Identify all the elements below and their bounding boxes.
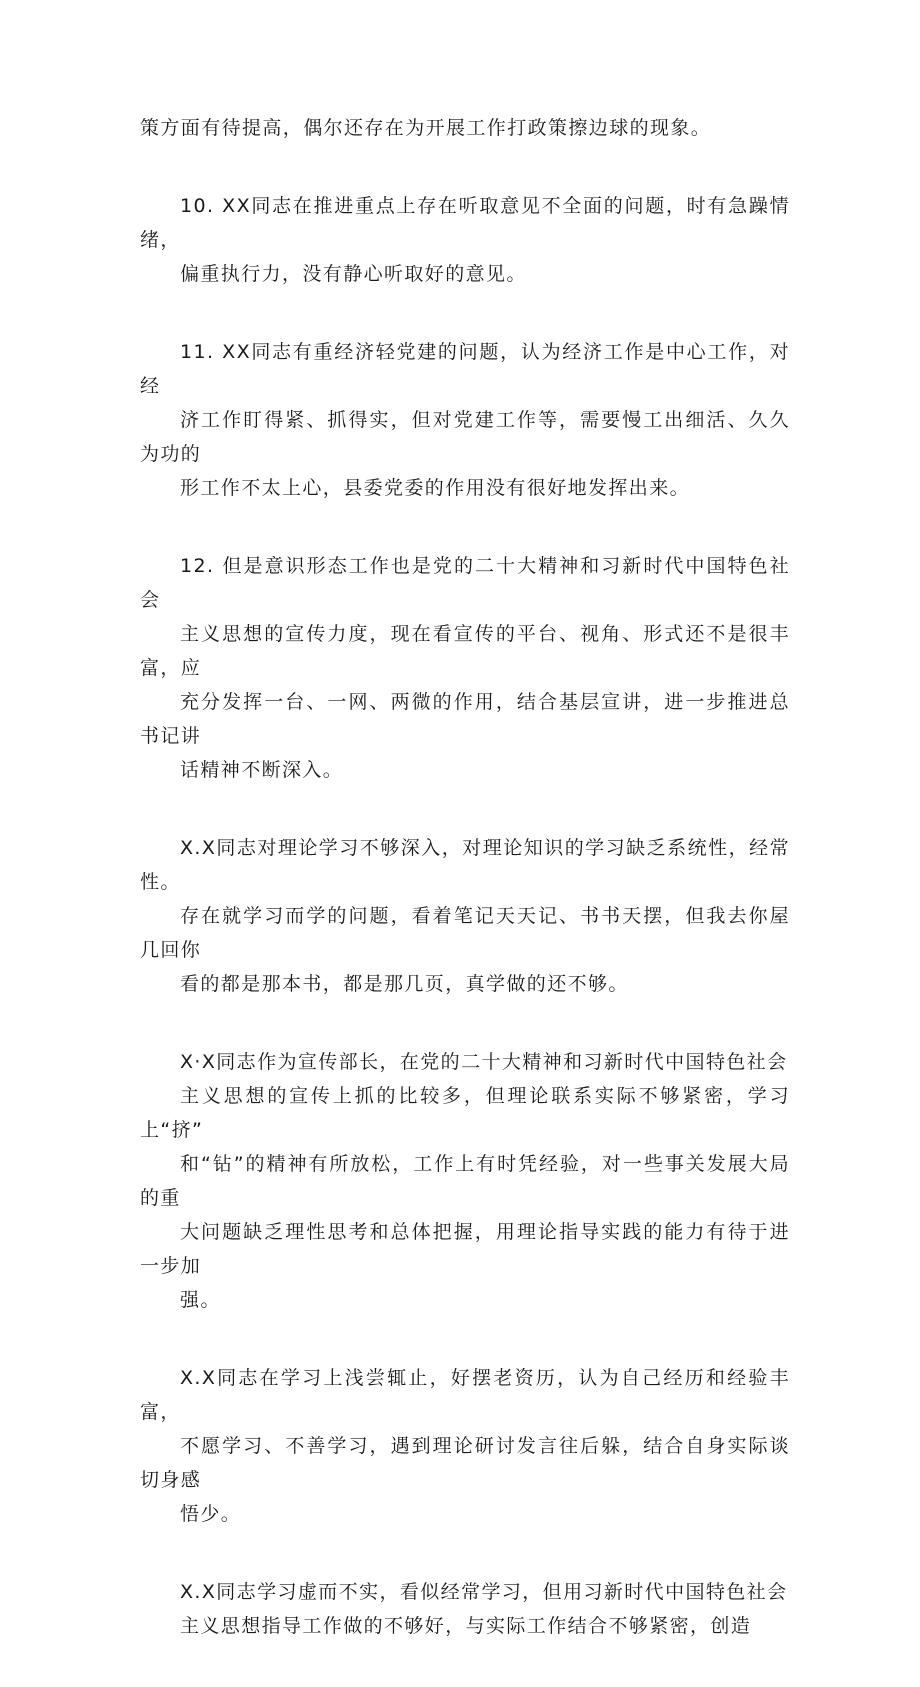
- text-line: 大问题缺乏理性思考和总体把握，用理论指导实践的能力有待于进一步加: [140, 1221, 790, 1277]
- text-line: 形工作不太上心，县委党委的作用没有很好地发挥出来。: [180, 477, 691, 499]
- text-line: 话精神不断深入。: [180, 759, 344, 781]
- text-line: 看的都是那本书，都是那几页，真学做的还不够。: [180, 973, 629, 995]
- paragraph-pa: [140, 831, 790, 1001]
- text-line: 济工作盯得紧、抓得实，但对党建工作等，需要慢工出细活、久久为功的: [140, 409, 790, 465]
- text-line: 11. XX同志有重经济轻党建的问题，认为经济工作是中心工作，对经: [140, 341, 790, 397]
- text-line: 充分发挥一台、一网、两微的作用，结合基层宣讲，进一步推进总书记讲: [140, 691, 790, 747]
- paragraph-pc: [140, 1361, 790, 1531]
- text-line: 12. 但是意识形态工作也是党的二十大精神和习新时代中国特色社会: [140, 555, 790, 611]
- text-line: 强。: [180, 1289, 221, 1311]
- paragraph-p11: [140, 335, 790, 505]
- text-line: 策方面有待提高，偶尔还存在为开展工作打政策擦边球的现象。: [140, 117, 712, 139]
- text-line: X.X同志对理论学习不够深入，对理论知识的学习缺乏系统性，经常性。: [140, 837, 790, 893]
- paragraph-pb: [140, 1045, 790, 1317]
- text-line: 主义思想指导工作做的不够好，与实际工作结合不够紧密，创造: [180, 1615, 752, 1637]
- paragraph-p0: [140, 111, 790, 145]
- text-line: 10. XX同志在推进重点上存在听取意见不全面的问题，时有急躁情绪，: [140, 195, 790, 251]
- text-line: 悟少。: [180, 1503, 242, 1525]
- text-line: 主义思想的宣传力度，现在看宣传的平台、视角、形式还不是很丰富，应: [140, 623, 790, 679]
- text-line: 不愿学习、不善学习，遇到理论研讨发言往后躲，结合自身实际谈切身感: [140, 1435, 790, 1491]
- paragraph-p12: [140, 549, 790, 787]
- paragraph-p10: [140, 189, 790, 291]
- paragraph-pd: [140, 1575, 790, 1643]
- text-line: X.X同志学习虚而不实，看似经常学习，但用习新时代中国特色社会: [180, 1581, 788, 1603]
- text-line: 主义思想的宣传上抓的比较多，但理论联系实际不够紧密，学习上“挤”: [140, 1085, 790, 1141]
- text-line: X.X同志在学习上浅尝辄止，好摆老资历，认为自己经历和经验丰富，: [140, 1367, 790, 1423]
- text-line: X·X同志作为宣传部长，在党的二十大精神和习新时代中国特色社会: [180, 1051, 788, 1073]
- text-line: 偏重执行力，没有静心听取好的意见。: [180, 263, 527, 285]
- text-line: 和“钻”的精神有所放松，工作上有时凭经验，对一些事关发展大局的重: [140, 1153, 790, 1209]
- text-line: 存在就学习而学的问题，看着笔记天天记、书书天摆，但我去你屋几回你: [140, 905, 790, 961]
- document-page: [140, 111, 790, 1687]
